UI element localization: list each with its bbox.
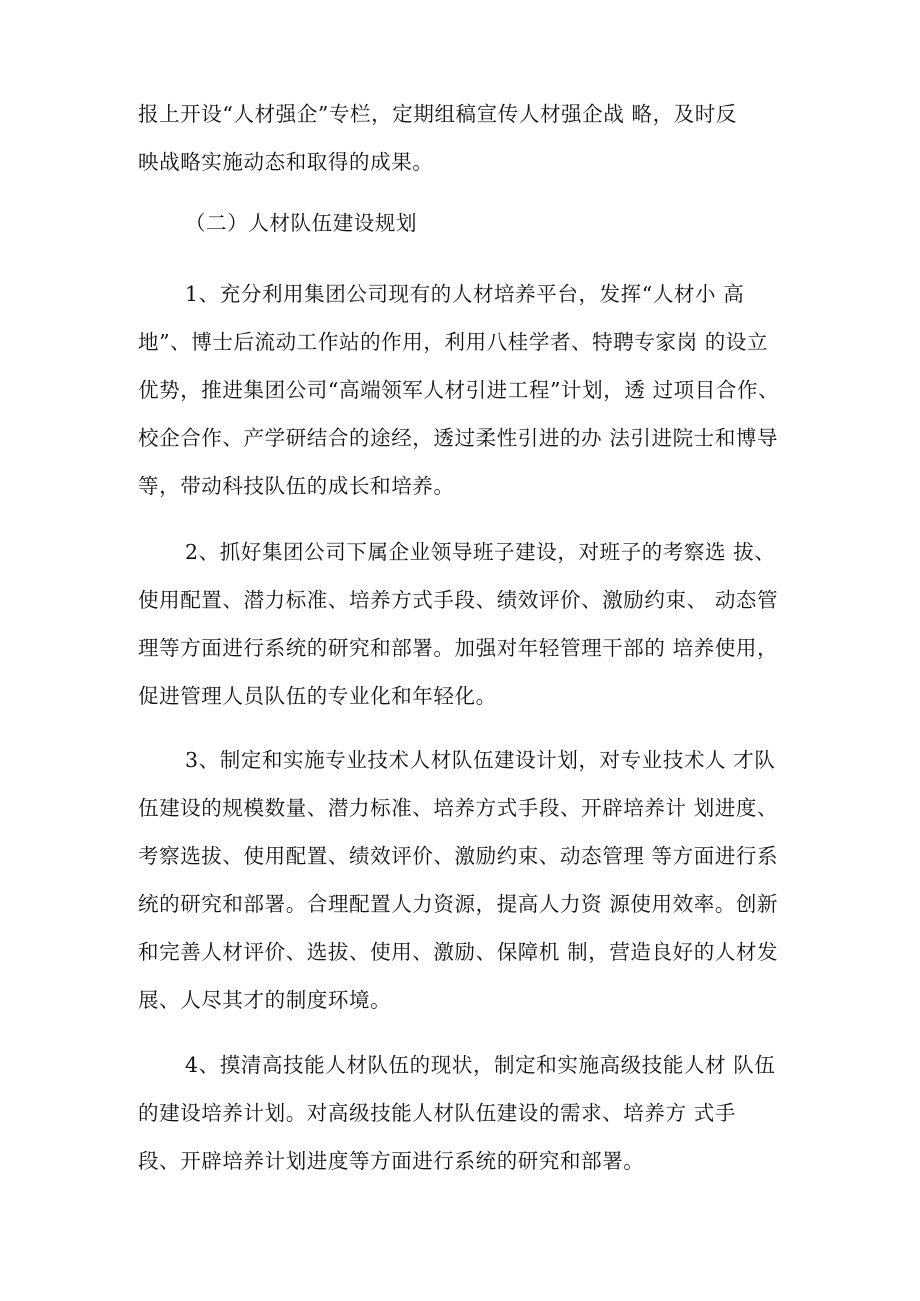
section-heading: （二）人材队伍建设规划 (185, 211, 418, 235)
text-line: 理等方面进行系统的研究和部署。加强对年轻管理干部的 培养使用， (138, 636, 779, 660)
text-line: 校企合作、产学研结合的途经，透过柔性引进的办 法引进院士和博导 (138, 426, 779, 450)
text-line: 伍建设的规模数量、潜力标准、培养方式手段、开辟培养计 划进度、 (138, 796, 779, 820)
text-line: 的建设培养计划。对高级技能人材队伍建设的需求、培养方 式手 (138, 1101, 736, 1125)
text-line: 4、摸清高技能人材队伍的现状，制定和实施高级技能人材 队伍 (185, 1053, 776, 1077)
text-line: 1、充分利用集团公司现有的人材培养平台，发挥“人材小 高 (185, 282, 745, 306)
text-line: 使用配置、潜力标准、培养方式手段、绩效评价、激励约束、 动态管 (138, 588, 779, 612)
text-line: 2、抓好集团公司下属企业领导班子建设，对班子的考察选 拔、 (185, 540, 776, 564)
text-line: 段、开辟培养计划进度等方面进行系统的研究和部署。 (138, 1149, 645, 1173)
text-line: 展、人尽其才的制度环境。 (138, 988, 392, 1012)
text-line: 地”、博士后流动工作站的作用，利用八桂学者、特聘专家岗 的设立 (138, 330, 769, 354)
text-line: 3、制定和实施专业技术人材队伍建设计划，对专业技术人 才队 (185, 748, 776, 772)
text-line: 考察选拔、使用配置、绩效评价、激励约束、动态管理 等方面进行系 (138, 844, 779, 868)
text-line: 和完善人材评价、选拔、使用、激励、保障机 制，营造良好的人材发 (138, 940, 779, 964)
text-line: 促进管理人员队伍的专业化和年轻化。 (138, 684, 497, 708)
text-line: 统的研究和部署。合理配置人力资源，提高人力资 源使用效率。创新 (138, 892, 779, 916)
text-line: 报上开设“人材强企”专栏，定期组稿宣传人材强企战 略，及时反 (138, 102, 737, 126)
text-line: 等，带动科技队伍的成长和培养。 (138, 474, 455, 498)
text-line: 映战略实施动态和取得的成果。 (138, 150, 434, 174)
text-line: 优势，推进集团公司“高端领军人材引进工程”计划，透 过项目合作、 (138, 378, 780, 402)
